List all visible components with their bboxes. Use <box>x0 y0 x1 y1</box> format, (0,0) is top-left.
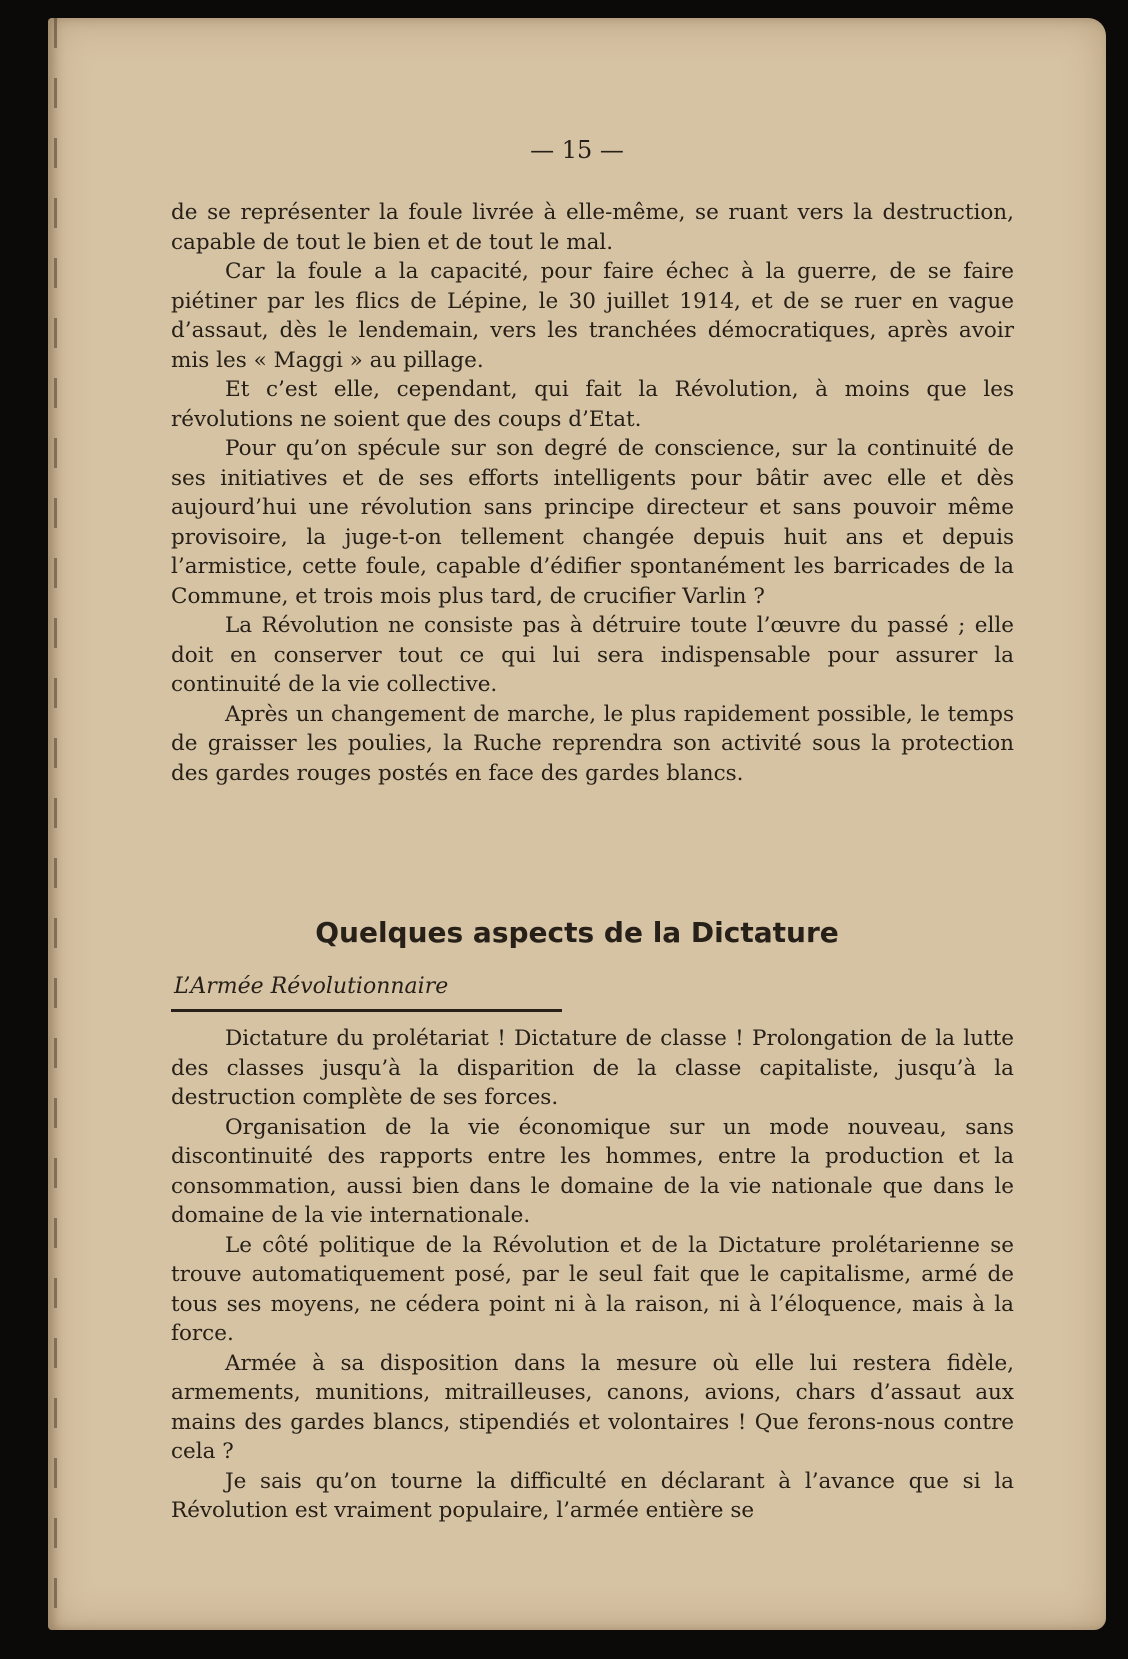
section-heading: Quelques aspects de la Dictature <box>315 916 839 949</box>
paragraph: Armée à sa disposition dans la mesure où elle lui restera fidèle, armements, munitions, mitrailleuses, canons, avions, chars d’assaut aux mains des gardes blancs, stipendiés et volontaires ! Que ferons-nous contre cela ? <box>171 1350 1014 1464</box>
paragraph: Le côté politique de la Révolution et de la Dictature prolétarienne se trouve automatiquement posé, par le seul fait que le capitalisme, armé de tous ses moyens, ne cédera point ni à la raison, ni à l’éloquence, mais à la force. <box>171 1232 1014 1346</box>
paragraph: Après un changement de marche, le plus rapidement possible, le temps de graisser les poulies, la Ruche reprendra son activité sous la protection des gardes rouges postés en face des gardes blancs. <box>171 701 1014 786</box>
subsection-underline <box>171 1009 562 1012</box>
subsection-heading: L’Armée Révolutionnaire <box>174 974 449 999</box>
body-text-lower <box>171 1024 1014 1526</box>
body-text-upper <box>171 198 1014 788</box>
page-number: — 15 — <box>530 136 624 164</box>
paragraph: Pour qu’on spécule sur son degré de conscience, sur la continuité de ses initiatives et de ses efforts intelligents pour bâtir avec elle et dès aujourd’hui une révolution sans principe directeur et sans pouvoir même provisoire, la juge-t-on tellement changée depuis huit ans et depuis l’armistice, cette foule, capable d’édifier spontanément les barricades de la Commune, et trois mois plus tard, de crucifier Varlin ? <box>171 436 1014 609</box>
paragraph: Et c’est elle, cependant, qui fait la Révolution, à moins que les révolutions ne soient que des coups d’Etat. <box>171 377 1014 432</box>
paragraph: de se représenter la foule livrée à elle-même, se ruant vers la destruction, capable de tout le bien et de tout le mal. <box>171 200 1014 255</box>
paragraph: Je sais qu’on tourne la difficulté en déclarant à l’avance que si la Révolution est vraiment populaire, l’armée entière se <box>171 1468 1014 1523</box>
book-page <box>48 18 1106 1630</box>
paragraph: La Révolution ne consiste pas à détruire toute l’œuvre du passé ; elle doit en conserver tout ce qui lui sera indispensable pour assurer la continuité de la vie collective. <box>171 613 1014 697</box>
paragraph: Dictature du prolétariat ! Dictature de classe ! Prolongation de la lutte des classes jusqu’à la disparition de la classe capitaliste, jusqu’à la destruction complète de ses forces. <box>171 1026 1014 1110</box>
paragraph: Car la foule a la capacité, pour faire échec à la guerre, de se faire piétiner par les flics de Lépine, le 30 juillet 1914, et de se ruer en vague d’assaut, dès le lendemain, vers les tranchées démocratiques, après avoir mis les « Maggi » au pillage. <box>171 259 1014 373</box>
paragraph: Organisation de la vie économique sur un mode nouveau, sans discontinuité des rapports entre les hommes, entre la production et la consommation, aussi bien dans le domaine de la vie nationale que dans le domaine de la vie internationale. <box>171 1114 1014 1228</box>
